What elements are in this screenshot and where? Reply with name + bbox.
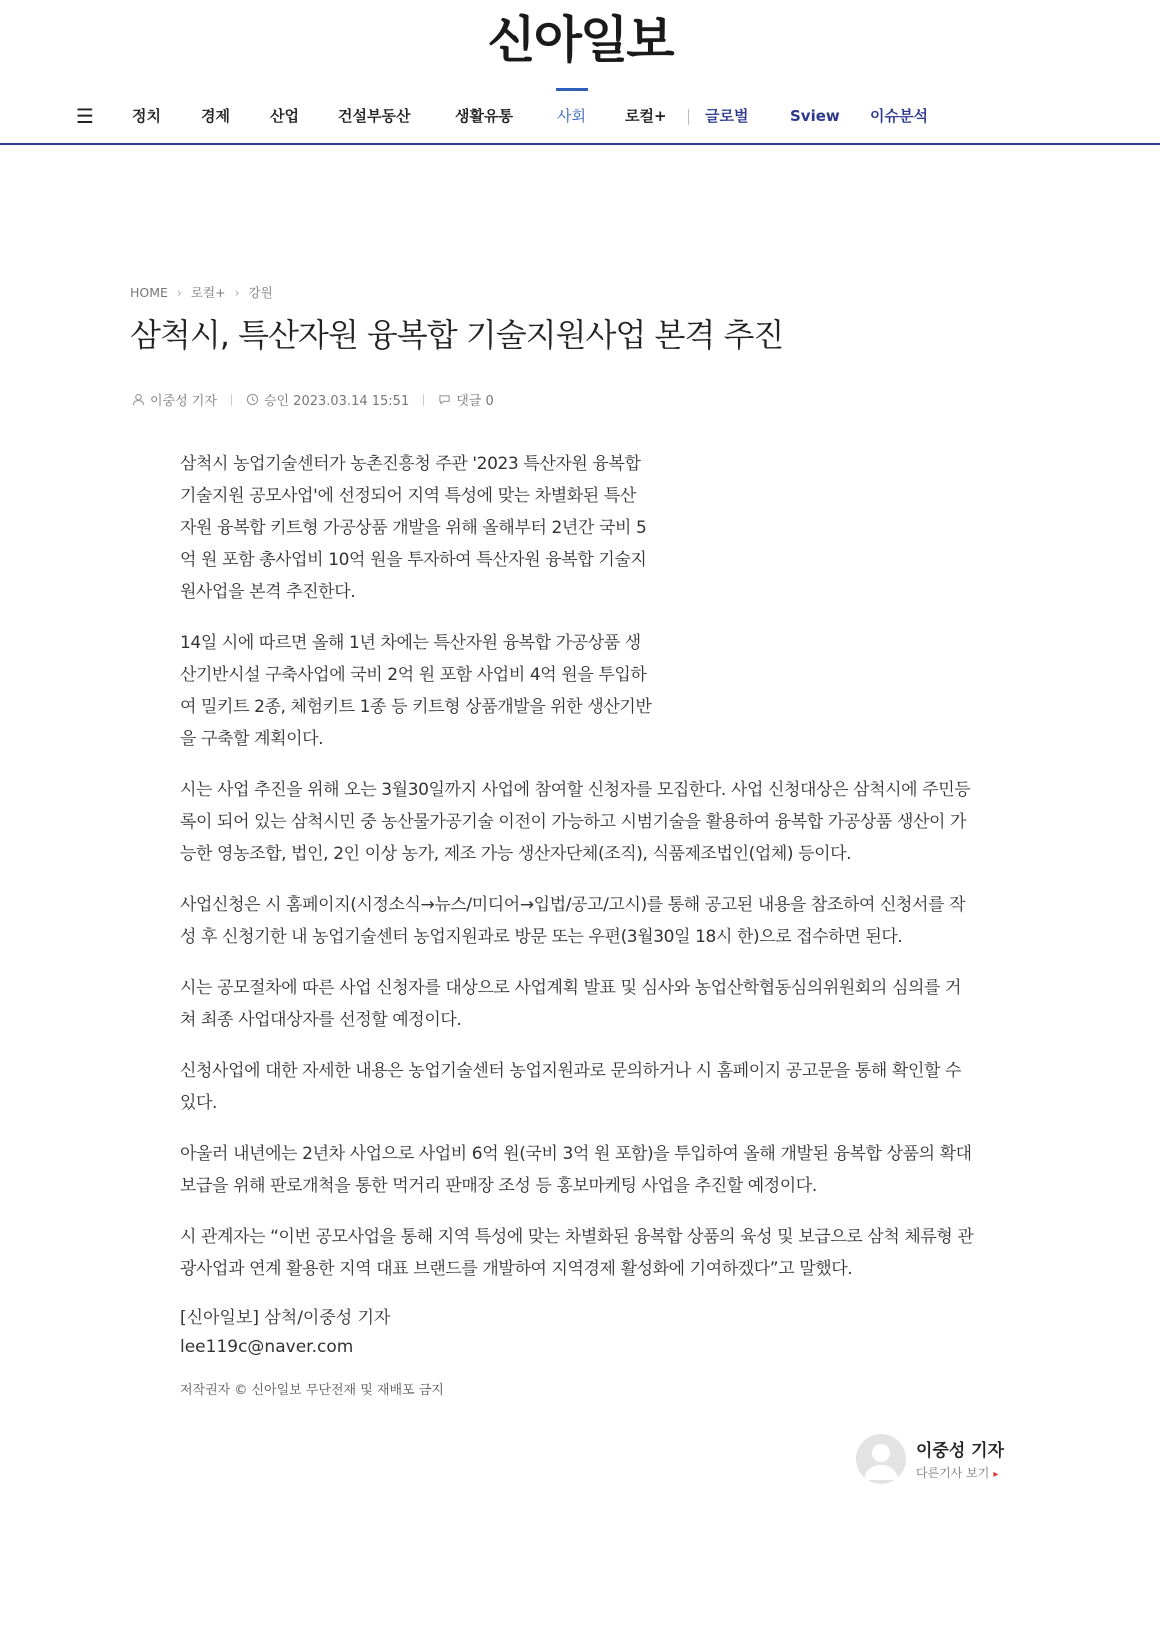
- article-meta: [132, 390, 494, 409]
- chevron-right-icon: ›: [176, 285, 182, 300]
- hamburger-icon[interactable]: ☰: [76, 104, 94, 128]
- nav-item-society[interactable]: 사회: [557, 107, 586, 125]
- breadcrumb-home[interactable]: HOME: [130, 285, 168, 300]
- breadcrumb: [130, 283, 273, 301]
- nav-item-industry[interactable]: 산업: [270, 107, 299, 125]
- more-articles-link[interactable]: 다른기사 보기 ▸: [916, 1466, 999, 1480]
- article-paragraph: 사업신청은 시 홈페이지(시정소식→뉴스/미디어→입법/공고/고시)를 통해 공고된 내용을 참조하여 신청서를 작 성 후 신청기한 내 농업기술센터 농업지원과로 방문 또는 우편(3월30일 18시 한)으로 접수하면 된다.: [180, 895, 966, 947]
- nav-divider: [688, 109, 689, 125]
- main-nav: [0, 98, 1160, 138]
- chevron-right-icon: ›: [234, 285, 240, 300]
- nav-item-construction-realestate[interactable]: 건설부동산: [338, 107, 411, 125]
- avatar[interactable]: [856, 1434, 906, 1484]
- nav-item-local-plus[interactable]: 로컬+: [625, 107, 667, 125]
- article-paragraph: 14일 시에 따르면 올해 1년 차에는 특산자원 융복합 가공상품 생 산기반시설 구축사업에 국비 2억 원 포함 사업비 4억 원을 투입하 여 밀키트 2종, 체험키트 1종 등 키트형 상품개발을 위한 생산기반 을 구축할 계획이다.: [180, 633, 652, 749]
- masthead: [0, 0, 1160, 145]
- nav-item-global[interactable]: 글로벌: [705, 107, 749, 125]
- clock-icon: [246, 393, 259, 406]
- reporter-card: [856, 1434, 1026, 1490]
- default-avatar-icon: [856, 1434, 906, 1484]
- site-logo[interactable]: 신아일보: [487, 11, 673, 69]
- nav-item-sview[interactable]: Sview: [790, 107, 840, 125]
- article-approved-time: 승인 2023.03.14 15:51: [263, 394, 410, 409]
- copyright-notice: 저작권자 © 신아일보 무단전재 및 재배포 금지: [180, 1383, 444, 1398]
- nav-item-economy[interactable]: 경제: [201, 107, 230, 125]
- article-title: 삼척시, 특산자원 융복합 기술지원사업 본격 추진: [130, 316, 784, 354]
- user-icon: [132, 393, 145, 406]
- meta-divider: [231, 394, 232, 406]
- article-paragraph: 시는 공모절차에 따른 사업 신청자를 대상으로 사업계획 발표 및 심사와 농업산학협동심의위원회의 심의를 거 쳐 최종 사업대상자를 선정할 예정이다.: [180, 978, 962, 1030]
- reporter-name[interactable]: 이중성 기자: [916, 1441, 1005, 1461]
- article-comment-count[interactable]: 댓글 0: [456, 394, 494, 409]
- article-paragraph: 시 관계자는 “이번 공모사업을 통해 지역 특성에 맞는 차별화된 융복합 상품의 육성 및 보급으로 삼척 체류형 관 광사업과 연계 활용한 지역 대표 브랜드를 개발하여 지역경제 활성화에 기여하겠다”고 말했다.: [180, 1227, 974, 1279]
- breadcrumb-gangwon[interactable]: 강원: [248, 285, 273, 300]
- byline-text: [신아일보] 삼척/이중성 기자: [180, 1308, 391, 1328]
- meta-divider: [423, 394, 424, 406]
- article-paragraph: 삼척시 농업기술센터가 농촌진흥청 주관 '2023 특산자원 융복합 기술지원 공모사업'에 선정되어 지역 특성에 맞는 차별화된 특산 자원 융복합 키트형 가공상품 개발을 위해 올해부터 2년간 국비 5 억 원 포함 총사업비 10억 원을 투자하여 특산자원 융복합 기술지 원사업을 본격 추진한다.: [180, 454, 647, 602]
- article-body: [180, 448, 1020, 1398]
- article-paragraph: 아울러 내년에는 2년차 사업으로 사업비 6억 원(국비 3억 원 포함)을 투입하여 올해 개발된 융복합 상품의 확대 보급을 위해 판로개척을 통한 먹거리 판매장 조성 등 홍보마케팅 사업을 추진할 예정이다.: [180, 1144, 972, 1196]
- article-byline: [180, 1304, 1020, 1362]
- nav-item-living-distribution[interactable]: 생활유통: [455, 107, 513, 125]
- logo-underline: [556, 88, 588, 91]
- article-author: 이중성 기자: [150, 394, 217, 409]
- breadcrumb-local-plus[interactable]: 로컬+: [190, 285, 226, 300]
- article-paragraph: 시는 사업 추진을 위해 오는 3월30일까지 사업에 참여할 신청자를 모집한다. 사업 신청대상은 삼척시에 주민등 록이 되어 있는 삼척시민 중 농산물가공기술 이전이 가능하고 시범기술을 활용하여 융복합 가공상품 생산이 가 능한 영농조합, 법인, 2인 이상 농가, 제조 가능 생산자단체(조직), 식품제조법인(업체) 등이다.: [180, 780, 971, 864]
- comment-icon: [438, 393, 451, 406]
- nav-item-politics[interactable]: 정치: [132, 107, 161, 125]
- reporter-email[interactable]: lee119c@naver.com: [180, 1337, 354, 1357]
- article-paragraph: 신청사업에 대한 자세한 내용은 농업기술센터 농업지원과로 문의하거나 시 홈페이지 공고문을 통해 확인할 수 있다.: [180, 1061, 962, 1113]
- caret-right-icon: ▸: [993, 1469, 999, 1480]
- nav-item-issue-analysis[interactable]: 이슈분석: [870, 107, 928, 125]
